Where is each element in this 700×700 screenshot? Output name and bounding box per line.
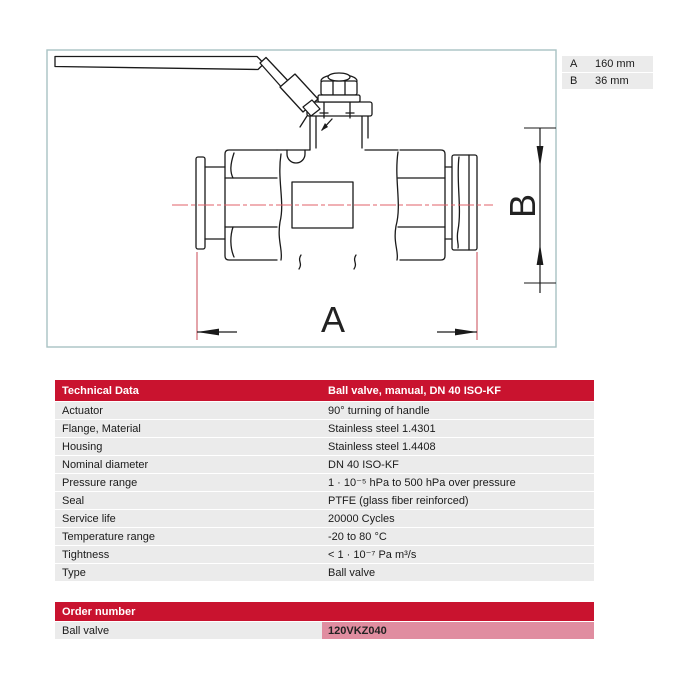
dimension-b-row <box>562 73 653 89</box>
order-number-header <box>55 602 594 621</box>
row-value: PTFE (glass fiber reinforced) <box>328 494 469 507</box>
table-row <box>55 510 594 527</box>
table-row <box>55 420 594 437</box>
row-label: Housing <box>62 440 103 453</box>
table-row <box>55 546 594 563</box>
row-label: Temperature range <box>62 530 155 543</box>
row-value: DN 40 ISO-KF <box>328 458 399 471</box>
dimension-a-key: A <box>570 58 578 70</box>
valve-handle <box>55 57 320 117</box>
technical-data-header <box>55 380 594 401</box>
dimension-b-value: 36 mm <box>595 75 629 87</box>
table-row <box>55 402 594 419</box>
table-row <box>55 492 594 509</box>
order-number-value: 120VKZ040 <box>322 622 594 639</box>
row-label: Nominal diameter <box>62 458 149 471</box>
technical-data-subtitle: Ball valve, manual, DN 40 ISO-KF <box>328 384 502 397</box>
table-row <box>55 474 594 491</box>
dimension-a-value: 160 mm <box>595 58 635 70</box>
row-label: Flange, Material <box>62 422 141 435</box>
table-row <box>55 528 594 545</box>
row-value: Stainless steel 1.4301 <box>328 422 436 435</box>
row-value: Stainless steel 1.4408 <box>328 440 436 453</box>
left-flange <box>196 157 225 249</box>
technical-data-table <box>55 380 594 582</box>
row-value: < 1 · 10⁻⁷ Pa m³/s <box>328 549 417 561</box>
row-label: Actuator <box>62 404 103 417</box>
technical-data-title: Technical Data <box>62 384 139 397</box>
table-row <box>55 438 594 455</box>
right-flange <box>445 155 477 250</box>
row-label: Service life <box>62 512 116 525</box>
table-row <box>55 564 594 581</box>
row-value: 90° turning of handle <box>328 404 430 417</box>
valve-center-body <box>277 150 398 269</box>
row-label: Pressure range <box>62 476 138 489</box>
row-value: 1 · 10⁻⁵ hPa to 500 hPa over pressure <box>328 477 516 489</box>
row-label: Seal <box>62 494 85 507</box>
order-number-title: Order number <box>62 605 136 618</box>
row-value: -20 to 80 °C <box>328 530 387 543</box>
dimensions-table <box>562 56 653 90</box>
order-row <box>55 622 594 639</box>
row-value: Ball valve <box>328 566 376 579</box>
dimension-a-row <box>562 56 653 72</box>
dimension-a-label: A <box>320 299 346 340</box>
dimension-b <box>502 128 556 293</box>
row-label: Tightness <box>62 548 110 561</box>
order-product-label: Ball valve <box>62 624 110 637</box>
row-value: 20000 Cycles <box>328 512 395 525</box>
row-label: Type <box>62 566 86 579</box>
dimension-a <box>197 299 477 340</box>
table-row <box>55 456 594 473</box>
order-number-table <box>55 602 594 640</box>
stem-nut <box>318 73 360 102</box>
dimension-b-key: B <box>570 75 578 87</box>
dimension-b-label: B <box>502 193 543 219</box>
